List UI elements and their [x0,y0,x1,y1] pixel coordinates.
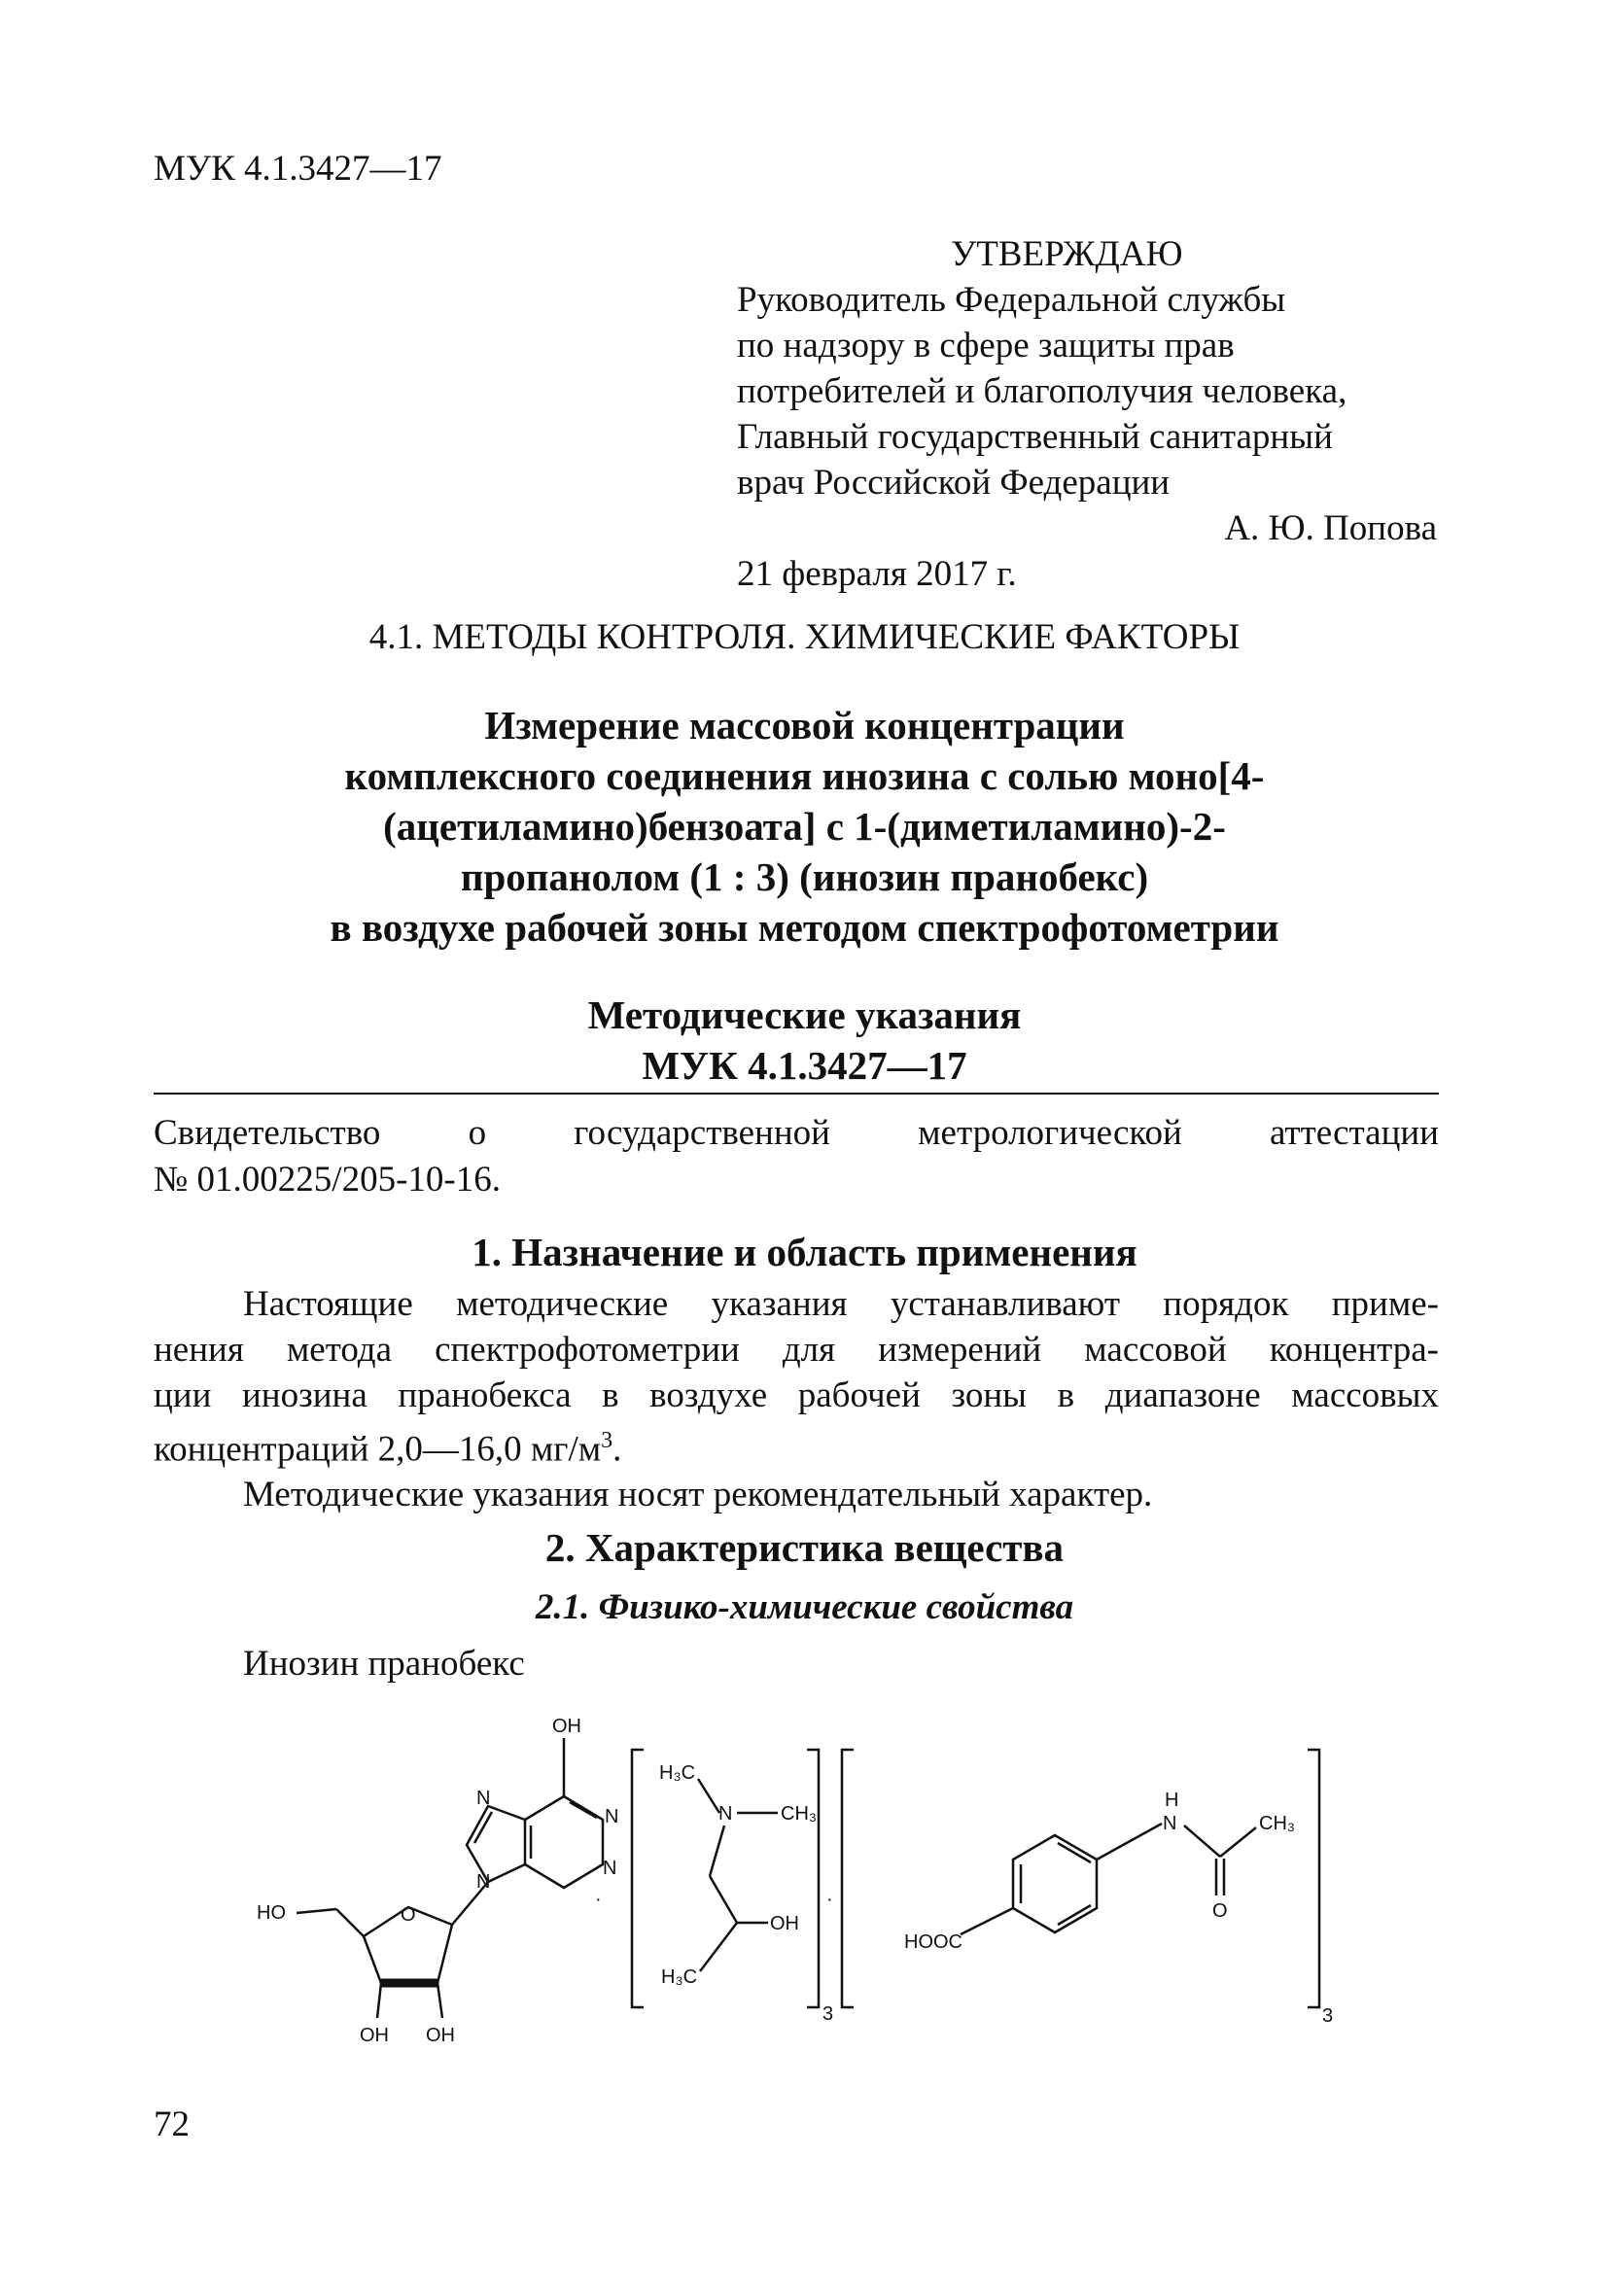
label-n: N [1163,1813,1177,1834]
label-h3c: H₃C [661,1966,698,1988]
label-subscript-3: 3 [1322,2005,1334,2027]
title-line: (ацетиламино)бензоата] с 1-(диметиламино)-2- [383,804,1226,849]
label-n: N [718,1803,733,1825]
label-oh: OH [360,2025,389,2046]
label-hooc: HOOC [904,1931,962,1953]
label-n: N [603,1858,617,1879]
label-h: H [1165,1790,1179,1811]
section2-heading: 2. Характеристика вещества [544,1525,1065,1570]
approval-block [737,231,1437,597]
paragraph-line: ции инозина пранобекса в воздухе рабочей зоны в диапазоне массовых [154,1375,1439,1415]
label-subscript-3: 3 [822,2003,834,2025]
label-n: N [476,1788,491,1809]
approval-title: УТВЕРЖДАЮ [951,234,1183,274]
paragraph-text: . [612,1429,622,1470]
approval-line: потребителей и благополучия человека, [737,371,1347,411]
page-number: 72 [154,2105,190,2144]
approver-name: А. Ю. Попова [1224,508,1437,548]
label-oh: OH [770,1913,799,1934]
label-dot: · [826,1889,833,1910]
paragraph-line: нения метода спектрофотометрии для измерений массовой концентра- [154,1330,1439,1370]
approval-line: врач Российской Федерации [737,463,1171,503]
title-line: в воздухе рабочей зоны методом спектрофотометрии [330,905,1279,950]
label-ho: HO [257,1902,286,1924]
label-o: O [1212,1900,1228,1922]
title-line: Измерение массовой концентрации [484,703,1125,748]
section1-heading: 1. Назначение и область применения [472,1230,1137,1274]
structure-drawing [243,1682,1361,2051]
paragraph-last-line [154,1418,1439,1472]
section-heading: 4.1. МЕТОДЫ КОНТРОЛЯ. ХИМИЧЕСКИЕ ФАКТОРЫ [368,617,1241,657]
label-ch3: CH₃ [781,1803,818,1825]
approval-line: Главный государственный санитарный [737,417,1333,457]
divider [154,1093,1439,1095]
document-title [156,700,1453,953]
label-n: N [476,1871,491,1893]
label-oh: OH [552,1716,581,1737]
certificate-line: Свидетельство о государственной метрологической аттестации [154,1113,1439,1153]
approval-date: 21 февраля 2017 г. [737,554,1017,594]
title-line: пропанолом (1 : 3) (инозин пранобекс) [460,854,1149,899]
subtitle-doc-code: МУК 4.1.3427—17 [642,1043,967,1088]
paragraph-line: Настоящие методические указания устанавливают порядок приме- [243,1284,1439,1324]
document-code-header: МУК 4.1.3427—17 [154,149,442,189]
approval-line: по надзору в сфере защиты прав [737,326,1235,365]
paragraph-text: концентраций 2,0—16,0 мг/м [154,1429,602,1470]
label-oh: OH [426,2025,455,2046]
approval-line: Руководитель Федеральной службы [737,280,1286,320]
chemical-structure [243,1682,1361,2056]
label-h3c: H₃C [659,1762,696,1784]
label-ch3: CH₃ [1259,1813,1296,1834]
paragraph-note: Методические указания носят рекомендательный характер. [243,1475,1153,1515]
title-line: комплексного соединения инозина с солью моно[4- [344,753,1265,798]
label-dot: · [595,1889,602,1910]
subtitle-line: Методические указания [587,992,1022,1037]
section1-paragraph [154,1281,1439,1517]
document-subtitle [0,990,1609,1091]
certificate-text [154,1110,1439,1203]
superscript: 3 [601,1428,613,1453]
label-ring-o: O [401,1904,416,1926]
label-n: N [605,1806,619,1827]
compound-name: Инозин пранобекс [243,1644,525,1684]
subsection-heading: 2.1. Физико-химические свойства [535,1587,1074,1627]
certificate-number: № 01.00225/205-10-16. [154,1160,501,1200]
